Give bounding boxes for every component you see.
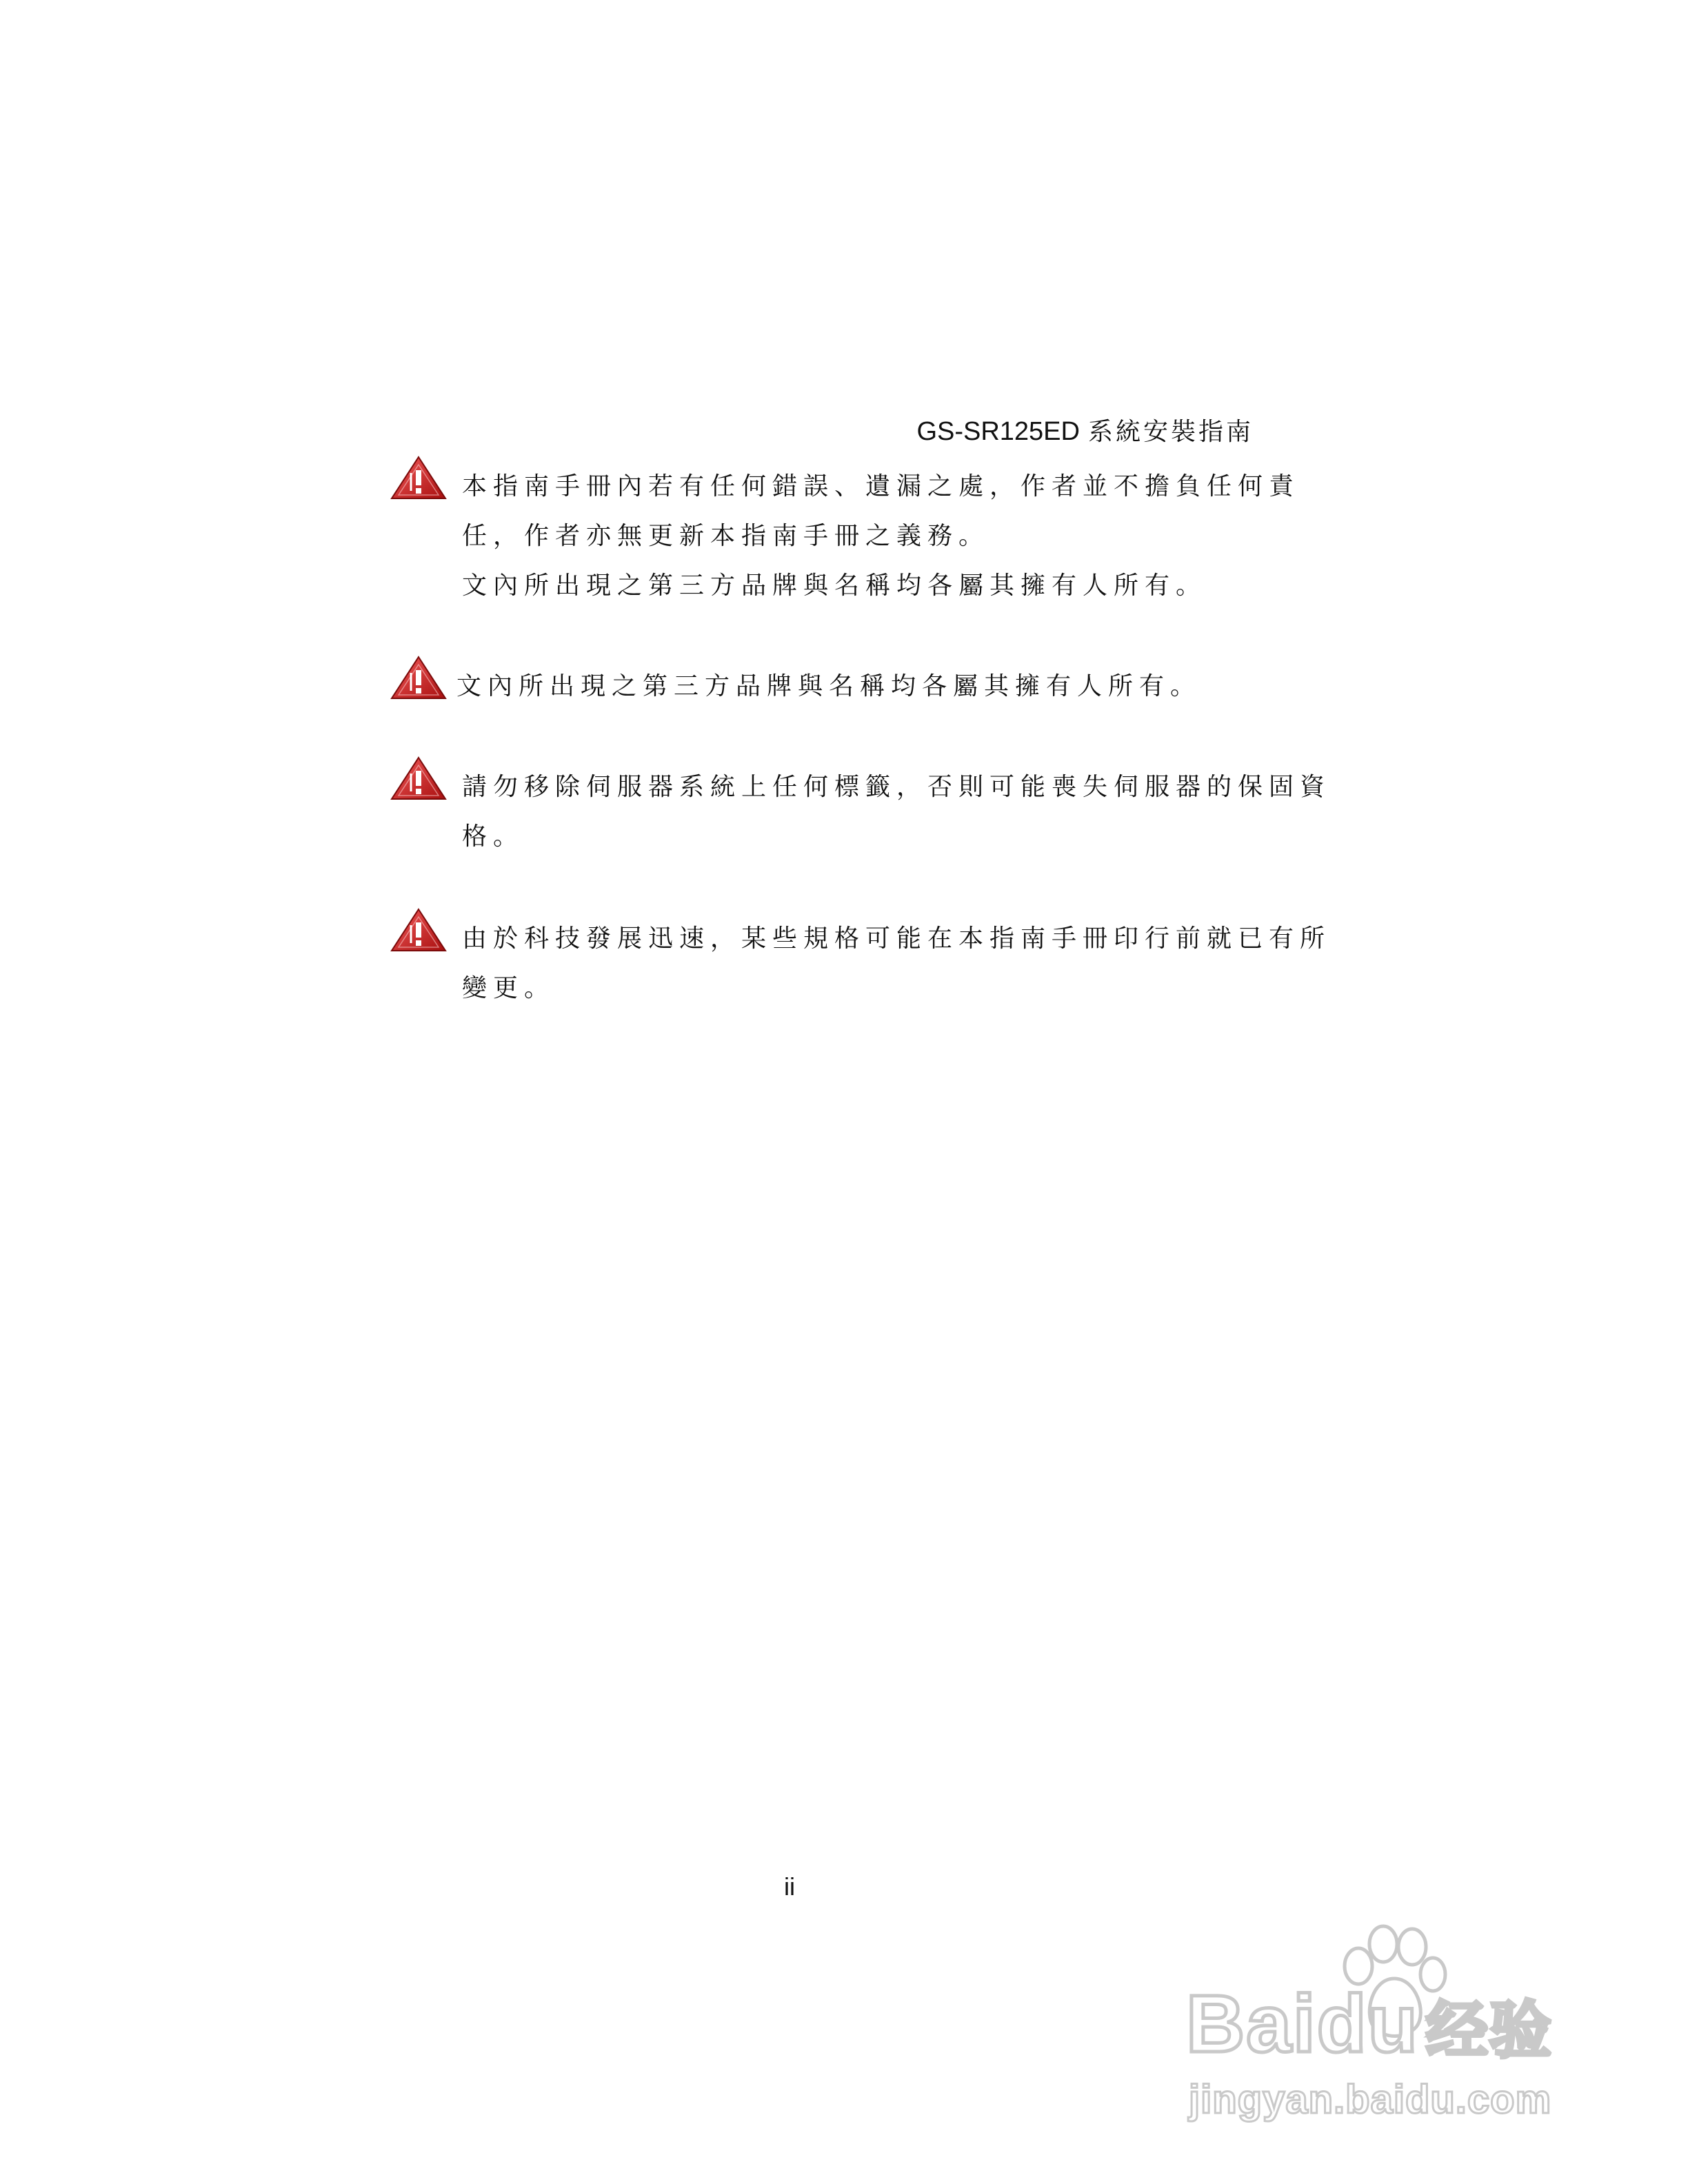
notice-line: 文內所出現之第三方品牌與名稱均各屬其擁有人所有。 [456,672,1202,700]
notice-4 [390,907,1332,1002]
notice-2-text [456,662,1247,711]
header-title: 系統安裝指南 [1087,418,1254,446]
notice-2 [390,655,1252,700]
watermark-brand [1186,1977,1553,2071]
notice-1 [390,455,1300,600]
warning-triangle-icon [390,756,447,801]
page-number: ii [784,1872,795,1901]
notice-line: 變更。 [462,974,556,1002]
notice-line: 文內所出現之第三方品牌與名稱均各屬其擁有人所有。 [462,572,1207,600]
baidu-watermark [1186,1923,1593,2130]
notice-line: 任，作者亦無更新本指南手冊之義務。 [462,522,990,550]
watermark-brand-tail: du [1316,1979,1419,2070]
notice-1-text [462,462,1300,611]
warning-triangle-icon [390,907,447,953]
header-model: GS-SR125ED [916,417,1080,446]
notice-line: 由於科技發展迅速，某些規格可能在本指南手冊印行前就已有所 [462,924,1332,953]
watermark-brand-text: Bai [1186,1979,1317,2070]
notice-3-text [462,762,1332,862]
notice-line: 本指南手冊內若有任何錯誤、遺漏之處，作者並不擔負任何責 [462,472,1300,501]
notice-4-text [462,914,1332,1013]
notice-3 [390,756,1332,851]
watermark-brand-cn: 经验 [1425,1994,1553,2067]
notice-line: 請勿移除伺服器系統上任何標籤，否則可能喪失伺服器的保固資 [462,773,1332,801]
warning-triangle-icon [390,655,447,700]
page-header [916,412,1254,447]
warning-triangle-icon [390,455,447,501]
watermark-url: jingyan.baidu.com [1189,2077,1552,2122]
notice-line: 格。 [462,822,525,851]
